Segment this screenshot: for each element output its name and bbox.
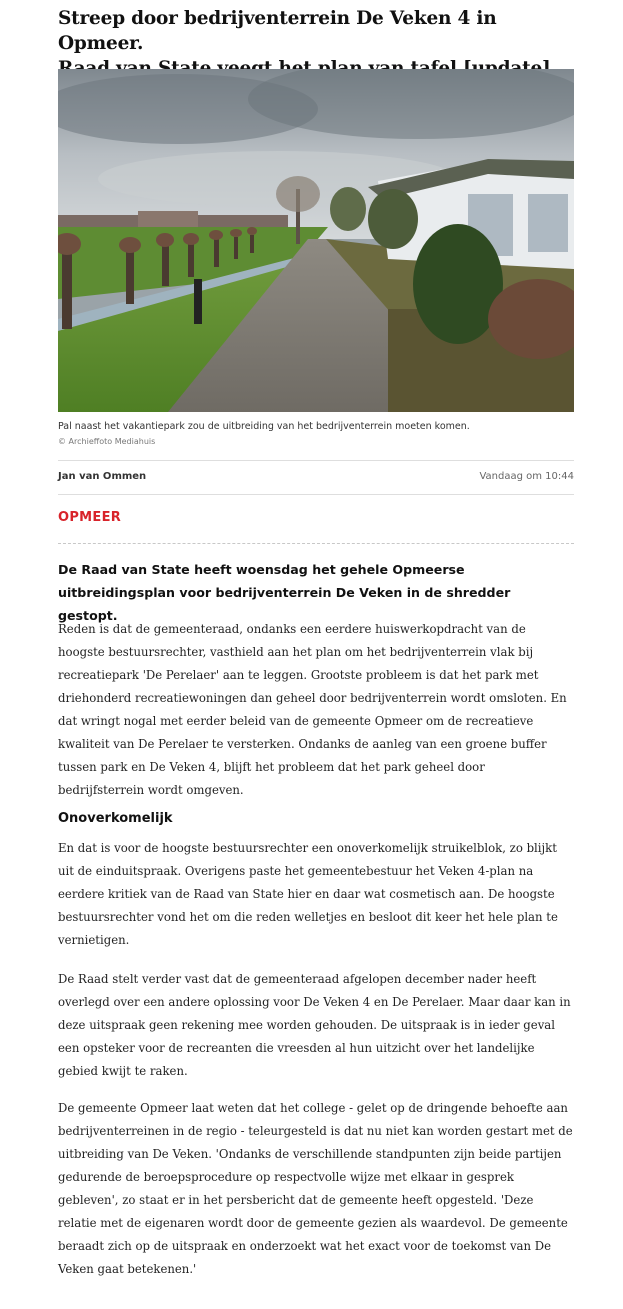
article-lead: De Raad van State heeft woensdag het gehele Opmeerse uitbreidingsplan voor bedrijventerrein De Veken in de shredder gestopt. [58,562,511,623]
article-subheading: Onoverkomelijk [58,811,173,826]
category-link[interactable]: OPMEER [58,510,122,525]
publish-time: Vandaag om 10:44 [479,471,574,482]
article-photo [58,69,574,412]
article-paragraph: De Raad stelt verder vast dat de gemeenteraad afgelopen december nader heeft overlegd over een andere oplossing voor De Veken 4 en De Perelaer. Maar daar kan in deze uitspraak geen rekening mee worden gehouden. De uitspraak is in ieder geval een opsteker voor de recreanten die vreesden al hun uitzicht over het landelijke gebied kwijt te raken. [58,972,571,1078]
dotted-divider [58,543,574,544]
article-paragraph: Reden is dat de gemeenteraad, ondanks een eerdere huiswerkopdracht van de hoogste bestuursrechter, vasthield aan het plan om het bedrijventerrein vlak bij recreatiepark 'De Perelaer' aan te leggen. Grootste probleem is dat het park met driehonderd recreatiewoningen dan geheel door bedrijventerrein wordt omsloten. En dat wringt nogal met eerder beleid van de gemeente Opmeer om de recreatieve kwaliteit van De Perelaer te versterken. Ondanks de aanleg van een groene buffer tussen park en De Veken 4, blijft het probleem dat het park geheel door bedrijfsterrein wordt omgeven. [58,622,567,797]
divider [58,494,574,495]
photo-caption: Pal naast het vakantiepark zou de uitbreiding van het bedrijventerrein moeten komen. [58,421,470,432]
divider [58,460,574,461]
article-paragraph: De gemeente Opmeer laat weten dat het college - gelet op de dringende behoefte aan bedrijventerreinen in de regio - teleurgesteld is dat nu niet kan worden gestart met de uitbreiding van De Veken. 'Ondanks de verschillende standpunten zijn beide partijen gedurende de beroepsprocedure op respectvolle wijze met elkaar in gesprek gebleven', zo staat er in het persbericht dat de gemeente heeft opgesteld. 'Deze relatie met de eigenaren wordt door de gemeente gezien als waardevol. De gemeente beraadt zich op de uitspraak en onderzoekt wat het exact voor de toekomst van De Veken gaat betekenen.' [58,1101,573,1276]
article-paragraph: En dat is voor de hoogste bestuursrechter een onoverkomelijk struikelblok, zo blijkt uit de einduitspraak. Overigens paste het gemeentebestuur het Veken 4-plan na eerdere kritiek van de Raad van State hier en daar wat cosmetisch aan. De hoogste bestuursrechter vond het om die reden welletjes en besloot dit keer het hele plan te vernietigen. [58,841,558,947]
title-line-1: Streep door bedrijventerrein De Veken 4 in Opmeer. [58,8,497,54]
photo-credit: © Archieffoto Mediahuis [58,437,156,446]
author-name[interactable]: Jan van Ommen [58,471,147,482]
